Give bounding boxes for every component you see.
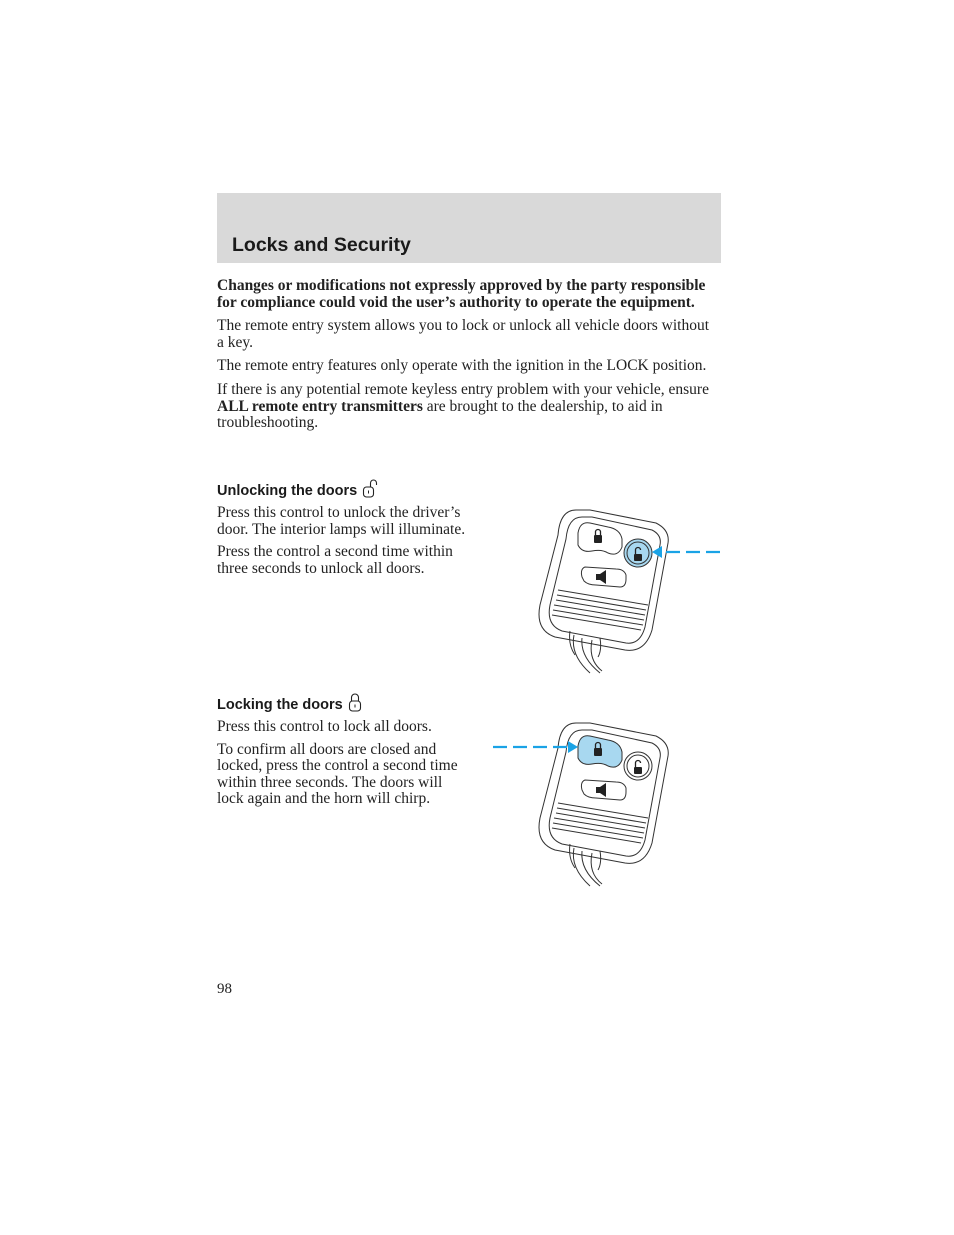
unlocking-paragraph-2: Press the control a second time within three seconds to unlock all doors. (217, 543, 453, 577)
unlocking-paragraph-1: Press this control to unlock the driver’s door. The interior lamps will illuminate. (217, 504, 466, 538)
section-header-band (217, 193, 721, 263)
compliance-warning: Changes or modifications not expressly approved by the party responsible for compliance could void the user’s authority to operate the equipment. (217, 277, 706, 311)
locking-heading: Locking the doors (217, 693, 362, 713)
unlocking-heading: Unlocking the doors (217, 479, 378, 499)
intro-text (217, 278, 717, 439)
locking-paragraph-1: Press this control to lock all doors. (217, 718, 432, 735)
key-fob-unlock-illustration (530, 505, 725, 675)
intro-paragraph-1: The remote entry system allows you to lock or unlock all vehicle doors without a key. (217, 317, 710, 351)
lock-padlock-icon (348, 693, 362, 713)
locking-paragraph-2: To confirm all doors are closed and locked, press the control a second time within three seconds. The doors will lock again and the horn will chirp. (217, 740, 458, 808)
unlocking-text (217, 505, 472, 583)
transmitters-emphasis: ALL remote entry transmitters (217, 397, 423, 415)
unlock-padlock-icon (362, 479, 378, 499)
section-title: Locks and Security (232, 234, 411, 256)
locking-text (217, 719, 472, 814)
page-number: 98 (217, 981, 232, 997)
intro-paragraph-3: If there is any potential remote keyless entry problem with your vehicle, ensure ALL remote entry transmitters are brought to the dealership, to aid in troubleshooting. (217, 380, 709, 432)
key-fob-lock-illustration (490, 718, 685, 888)
intro-paragraph-2: The remote entry features only operate with the ignition in the LOCK position. (217, 357, 707, 375)
